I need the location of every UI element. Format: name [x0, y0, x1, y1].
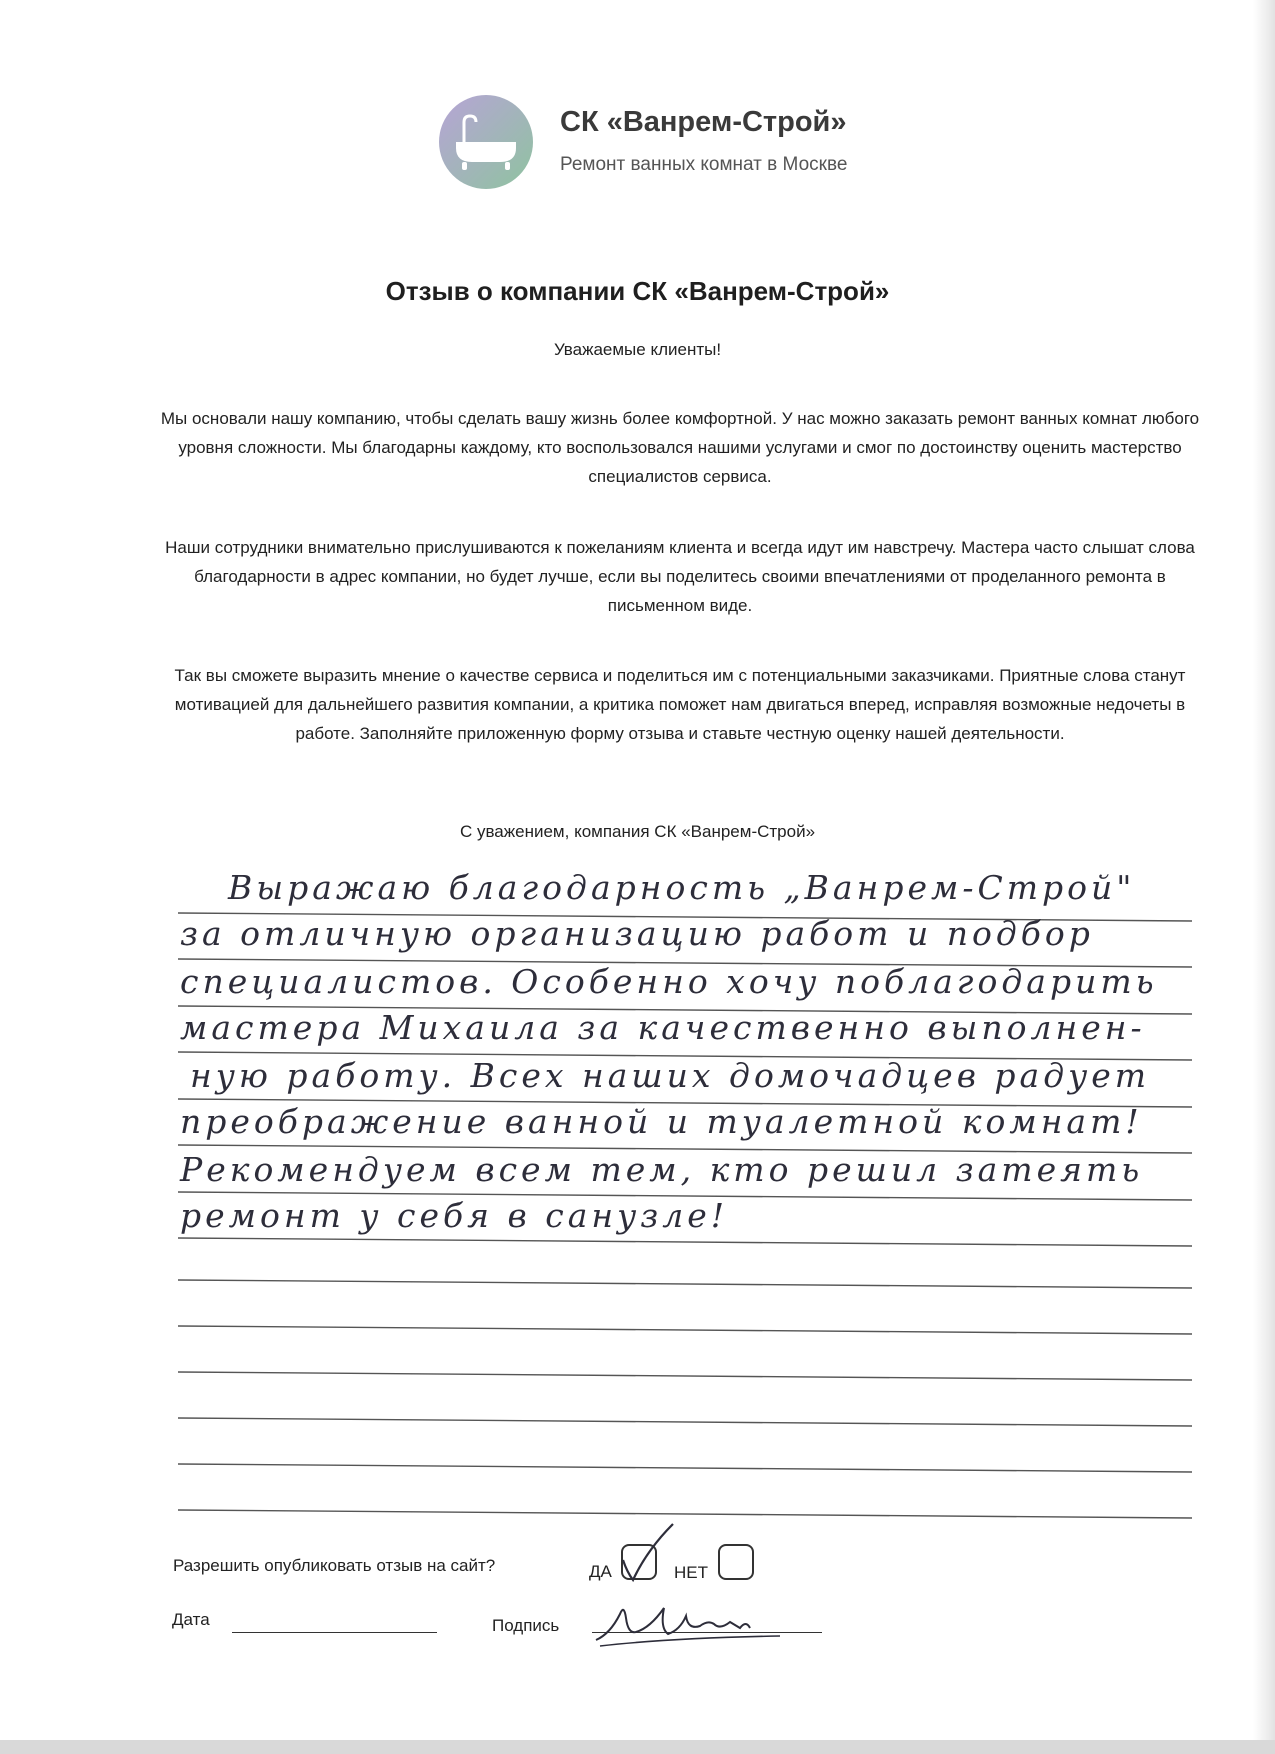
handwritten-signature — [590, 1594, 790, 1654]
document-title: Отзыв о компании СК «Ванрем-Строй» — [385, 276, 890, 306]
no-checkbox[interactable] — [718, 1544, 754, 1580]
intro-paragraph-3: Так вы сможете выразить мнение о качестве сервиса и поделиться им с потенциальными заказчиками. Приятные слова станут мотивацией для дальнейшего развития компании, а критика поможет нам двигаться вперед, исправляя возможные недочеты в работе. Заполняйте приложенную форму отзыва и ставьте честную оценку нашей деятельности. — [174, 666, 1186, 743]
handwritten-line: преображение ванной и туалетной комнат! — [180, 1102, 1143, 1141]
signature-label: Подпись — [492, 1616, 560, 1635]
handwritten-line: за отличную организацию работ и подбор — [180, 914, 1094, 953]
date-field[interactable] — [232, 1632, 437, 1633]
company-name: СК «Ванрем-Строй» — [560, 106, 847, 138]
handwritten-line: Рекомендуем всем тем, кто решил затеять — [180, 1150, 1144, 1189]
publish-question: Разрешить опубликовать отзыв на сайт? — [173, 1556, 496, 1575]
yes-label: ДА — [589, 1562, 612, 1581]
check-mark-icon — [617, 1520, 677, 1586]
scan-edge-bottom — [0, 1740, 1275, 1754]
scan-edge-right — [1253, 0, 1275, 1754]
company-tagline: Ремонт ванных комнат в Москве — [560, 154, 848, 175]
greeting: Уважаемые клиенты! — [553, 340, 722, 359]
closing-signoff: С уважением, компания СК «Ванрем-Строй» — [459, 822, 816, 841]
intro-paragraph-1: Мы основали нашу компанию, чтобы сделать вашу жизнь более комфортной. У нас можно заказать ремонт ванных комнат любого уровня сложности. Мы благодарны каждому, кто воспользовался нашими услугами и смог по достоинству оценить мастерство специалистов сервиса. — [160, 409, 1200, 486]
handwritten-line: Выражаю благодарность „Ванрем-Строй" — [228, 868, 1136, 907]
handwritten-line: ремонт у себя в санузле! — [180, 1196, 729, 1235]
date-label: Дата — [172, 1610, 210, 1629]
no-label: НЕТ — [674, 1563, 708, 1582]
handwritten-line: специалистов. Особенно хочу поблагодарить — [180, 962, 1158, 1001]
handwritten-line: ную работу. Всех наших домочадцев радует — [190, 1056, 1151, 1095]
intro-paragraph-2: Наши сотрудники внимательно прислушиваются к пожеланиям клиента и всегда идут им навстречу. Мастера часто слышат слова благодарности в адрес компании, но будет лучше, если вы поделитесь своими впечатлениями от проделанного ремонта в письменном виде. — [165, 538, 1195, 615]
handwritten-line: мастера Михаила за качественно выполнен- — [180, 1008, 1146, 1047]
